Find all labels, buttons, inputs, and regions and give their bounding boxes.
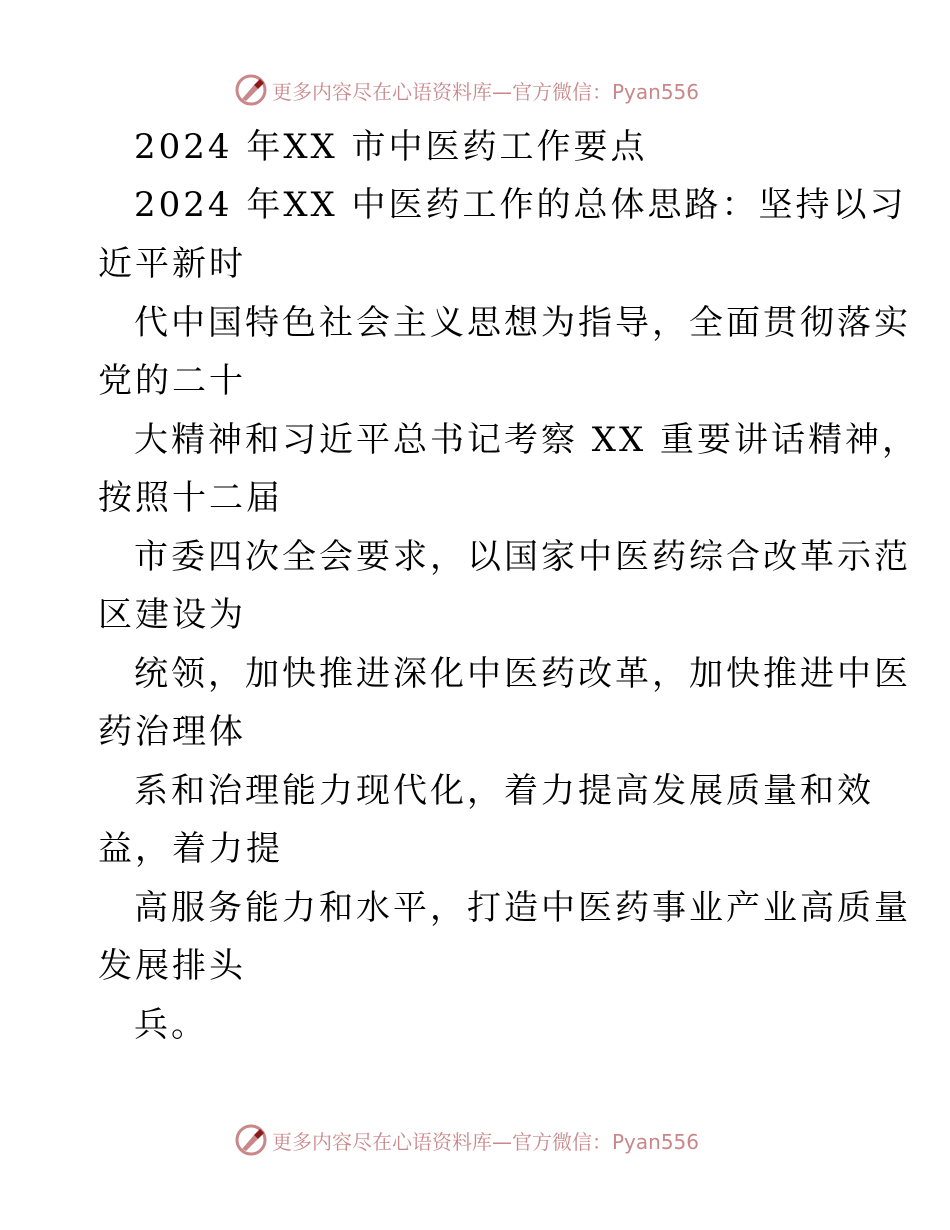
footer-watermark (234, 1123, 699, 1157)
pen-logo-icon (234, 73, 268, 107)
paragraph-line: 近平新时 (98, 244, 246, 284)
paragraph-line: 高服务能力和水平，打造中医药事业产业高质量 (134, 888, 911, 928)
paragraph-line: 市委四次全会要求，以国家中医药综合改革示范 (134, 537, 911, 577)
paragraph-line: 代中国特色社会主义思想为指导，全面贯彻落实 (134, 303, 911, 343)
paragraph-line: 区建设为 (98, 595, 246, 635)
pen-logo-icon (234, 1123, 268, 1157)
paragraph-line: 党的二十 (98, 361, 246, 401)
paragraph-line: 按照十二届 (98, 478, 283, 518)
paragraph-line: 2024 年XX 中医药工作的总体思路：坚持以习 (134, 185, 907, 225)
paragraph-line: 药治理体 (98, 712, 246, 752)
paragraph-line: 益，着力提 (98, 829, 283, 869)
paragraph-line: 发展排头 (98, 946, 246, 986)
paragraph-line: 大精神和习近平总书记考察 XX 重要讲话精神， (134, 420, 920, 460)
paragraph-line: 统领，加快推进深化中医药改革，加快推进中医 (134, 654, 911, 694)
header-watermark (234, 73, 699, 107)
watermark-text: 更多内容尽在心语资料库—官方微信：Pyan556 (272, 1129, 700, 1154)
document-title: 2024 年XX 市中医药工作要点 (134, 127, 648, 167)
paragraph-line: 兵。 (134, 1005, 208, 1045)
watermark-text: 更多内容尽在心语资料库—官方微信：Pyan556 (272, 79, 700, 104)
paragraph-line: 系和治理能力现代化，着力提高发展质量和效 (134, 771, 874, 811)
